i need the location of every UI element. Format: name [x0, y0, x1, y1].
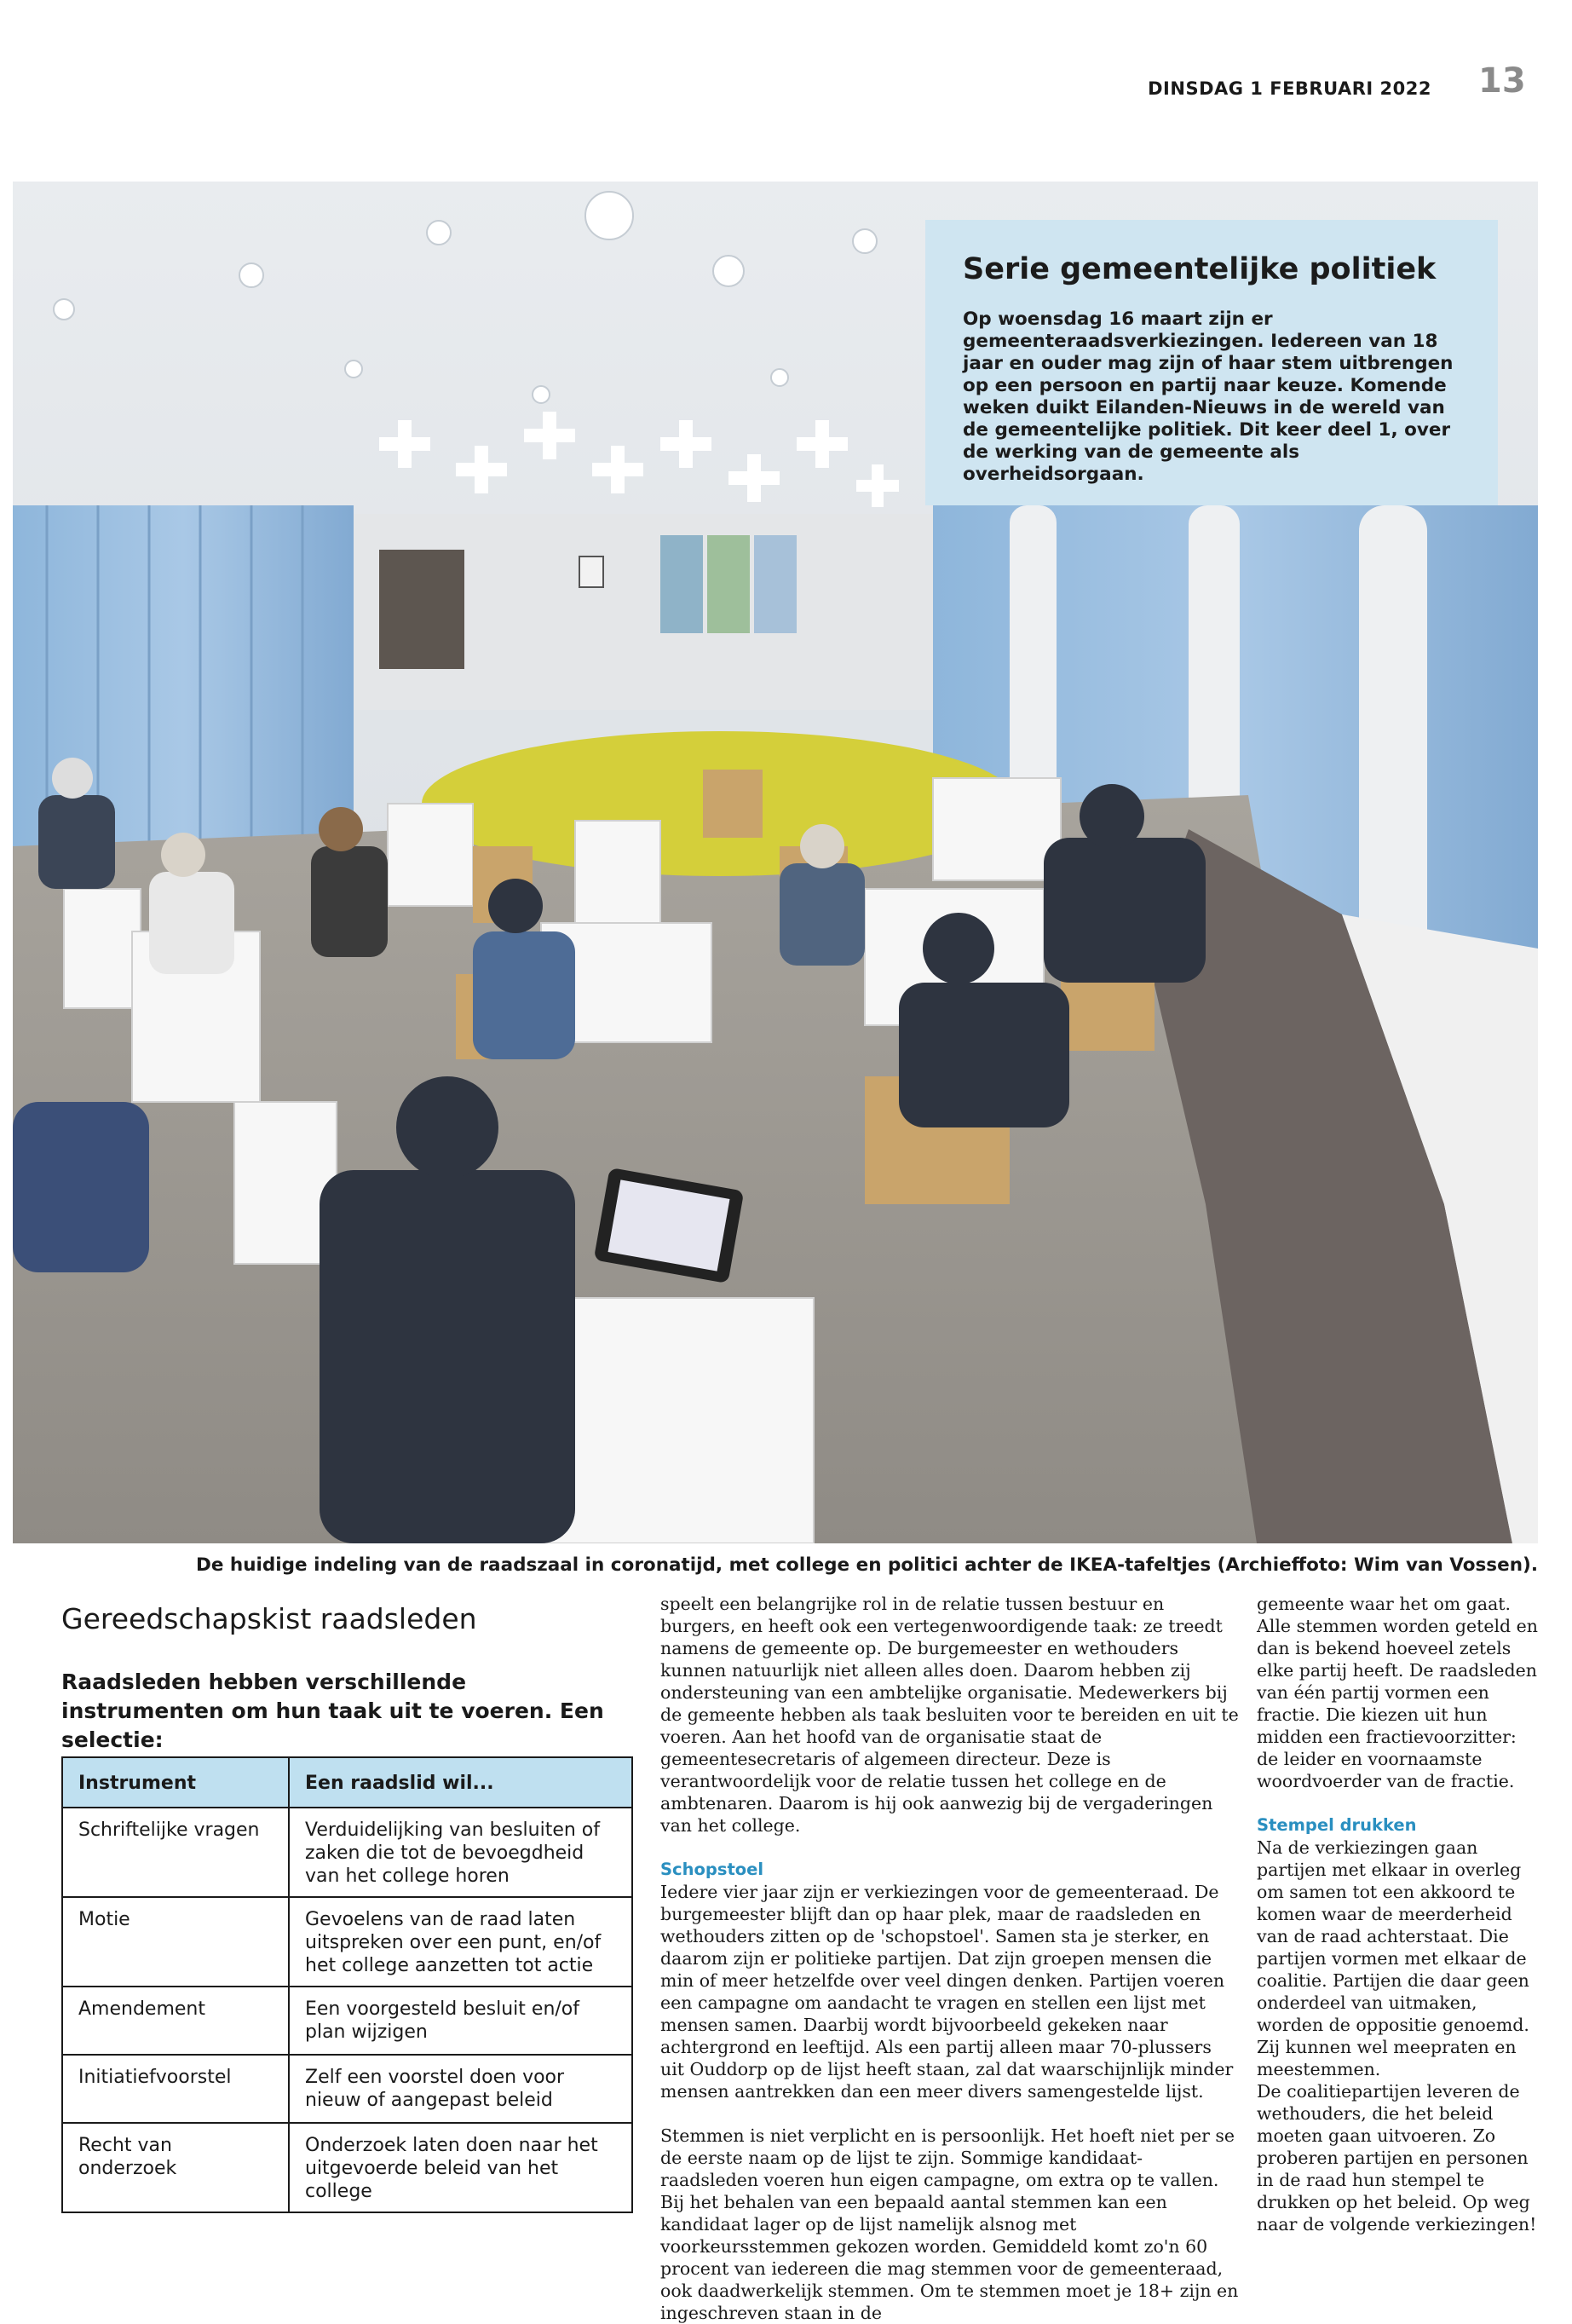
- table-header-purpose: Een raadslid wil...: [289, 1757, 632, 1808]
- article-paragraph: Stemmen is niet verplicht en is persoonlijk. Het hoeft niet per se de eerste naam op de lijst te zijn. Sommige kandidaat-raadsleden voeren hun eigen campagne, om extra op te vallen. Bij het behalen van een bepaald aantal stemmen kan een kandidaat lager op de lijst namelijk alsnog met voorkeursstemmen gekozen worden. Gemiddeld komt zo'n 60 procent van iedereen die mag stemmen voor de gemeenteraad, ook daadwerkelijk stemmen. Om te stemmen moet je 18+ zijn en ingeschreven staan in de: [660, 2125, 1239, 2323]
- table-header-instrument: Instrument: [62, 1757, 289, 1808]
- table-cell: Onderzoek laten doen naar het uitgevoerde beleid van het college: [289, 2123, 632, 2212]
- table-cell: Verduidelijking van besluiten of zaken die tot de bevoegdheid van het college horen: [289, 1808, 632, 1897]
- infobox-body: Op woensdag 16 maart zijn er gemeenteraadsverkiezingen. Iedereen van 18 jaar en ouder mag zijn of haar stem uitbrengen op een persoon en partij naar keuze. Komende weken duikt Eilanden-Nieuws in de wereld van de gemeentelijke politiek. Dit keer deel 1, over de werking van de gemeente als overheidsorgaan.: [963, 309, 1454, 485]
- article-paragraph: Iedere vier jaar zijn er verkiezingen voor de gemeenteraad. De burgemeester blijft dan op haar plek, maar de raadsleden en wethouders zitten op de 'schopstoel'. Samen sta je sterker, en daarom zijn er politieke partijen. Dat zijn groepen mensen die min of meer hetzelfde over veel dingen denken. Partijen voeren een campagne om aandacht te vragen en stellen een lijst met mensen samen. Daarbij wordt bijvoorbeeld gekeken naar achtergrond en leeftijd. Als een partij alleen maar 70-plussers uit Ouddorp op de lijst heeft staan, zal dat waarschijnlijk minder mensen aantrekken dan een meer divers samengestelde lijst.: [660, 1882, 1234, 2102]
- table-cell: Amendement: [62, 1987, 289, 2055]
- table-cell: Gevoelens van de raad laten uitspreken over een punt, en/of het college aanzetten tot actie: [289, 1897, 632, 1987]
- subheading-stempel-drukken: Stempel drukken: [1257, 1815, 1417, 1835]
- table-header-row: [62, 1757, 632, 1808]
- article-column-right: [1257, 1593, 1538, 2235]
- table-row: [62, 2123, 632, 2212]
- table-cell: Initiatiefvoorstel: [62, 2055, 289, 2123]
- sidebar-intro: Raadsleden hebben verschillende instrumenten om hun taak uit te voeren. Een selectie:: [61, 1669, 604, 1752]
- series-infobox: [925, 220, 1498, 505]
- table-row: [62, 1808, 632, 1897]
- table-cell: Motie: [62, 1897, 289, 1987]
- article-paragraph: speelt een belangrijke rol in de relatie tussen bestuur en burgers, en heeft ook een vertegenwoordigende taak: ze treedt namens de gemeente op. De burgemeester en wethouders kunnen natuurlijk niet alleen alles doen. Daarom hebben zij ondersteuning van een ambtelijke organisatie. Medewerkers bij de gemeente hebben als taak besluiten voor te bereiden en uit te voeren. Aan het hoofd van de organisatie staat de gemeentesecretaris of algemeen directeur. Deze is verantwoordelijk voor de relatie tussen het college en de ambtenaren. Daarom is hij ook aanwezig bij de vergaderingen van het college.: [660, 1594, 1239, 1836]
- table-cell: Recht van onderzoek: [62, 2123, 289, 2212]
- instruments-table: [61, 1756, 633, 2213]
- subheading-schopstoel: Schopstoel: [660, 1860, 764, 1879]
- issue-date: DINSDAG 1 FEBRUARI 2022: [1148, 78, 1431, 99]
- table-cell: Een voorgesteld besluit en/of plan wijzigen: [289, 1987, 632, 2055]
- article-paragraph: gemeente waar het om gaat. Alle stemmen worden geteld en dan is bekend hoeveel zetels elke partij heeft. De raadsleden van één partij vormen een fractie. Die kiezen uit hun midden een fractievoorzitter: de leider en voornaamste woordvoerder van de fractie.: [1257, 1594, 1539, 1791]
- infobox-title: Serie gemeentelijke politiek: [963, 252, 1437, 286]
- table-cell: Zelf een voorstel doen voor nieuw of aangepast beleid: [289, 2055, 632, 2123]
- page-number: 13: [1478, 61, 1526, 101]
- sidebar: [61, 1602, 632, 1755]
- article-paragraph: Na de verkiezingen gaan partijen met elkaar in overleg om samen tot een akkoord te komen waar de meerderheid van de raad achterstaat. Die partijen vormen met elkaar de coalitie. Partijen die daar geen onderdeel van uitmaken, worden de oppositie genoemd. Zij kunnen wel meepraten en meestemmen.: [1257, 1837, 1529, 2079]
- photo-caption: De huidige indeling van de raadszaal in coronatijd, met college en politici achter de IKEA-tafeltjes (Archieffoto: Wim van Vossen).: [196, 1554, 1538, 1576]
- article-column-middle: [660, 1593, 1240, 2324]
- table-row: [62, 2055, 632, 2123]
- table-row: [62, 1987, 632, 2055]
- article-paragraph: De coalitiepartijen leveren de wethouders, die het beleid moeten gaan uitvoeren. Zo proberen partijen en personen in de raad hun stempel te drukken op het beleid. Op weg naar de volgende verkiezingen!: [1257, 2081, 1537, 2235]
- table-row: [62, 1897, 632, 1987]
- sidebar-title: Gereedschapskist raadsleden: [61, 1602, 477, 1635]
- table-cell: Schriftelijke vragen: [62, 1808, 289, 1897]
